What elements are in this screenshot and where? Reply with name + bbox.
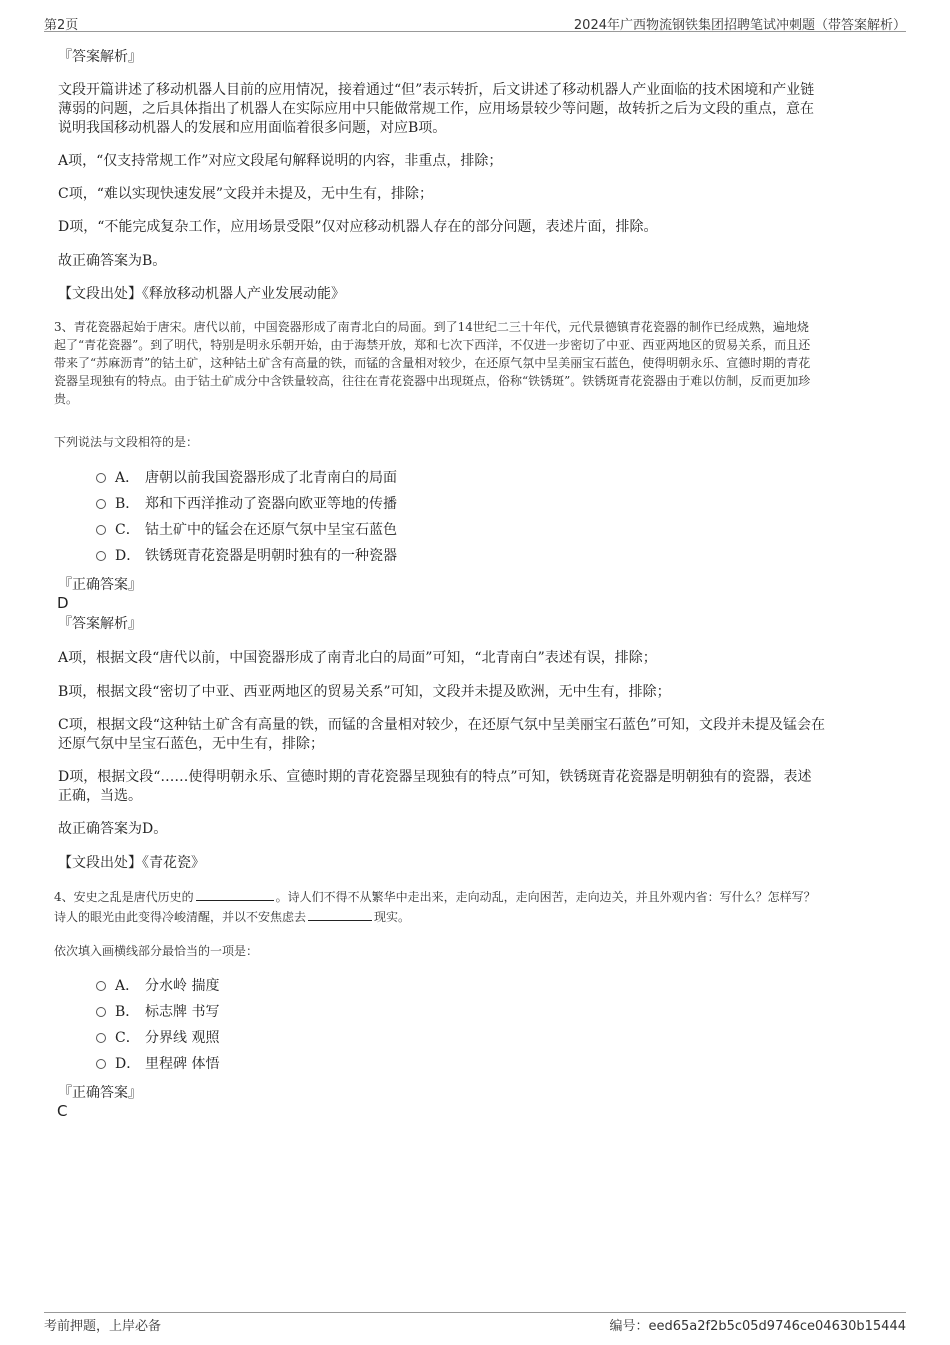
q3-option-d-analysis-line-2: 正确，当选。 [58,788,142,804]
q4-passage-line-2 [54,908,410,926]
radio-icon[interactable] [96,1033,106,1043]
q4-correct-label: 『正确答案』 [58,1085,142,1101]
document-code [609,1315,906,1334]
radio-icon[interactable] [96,499,106,509]
q4-option-d[interactable] [96,1055,219,1073]
q4-text-2a: 诗人的眼光由此变得冷峻清醒，并以不安焦虑去 [54,910,307,924]
option-key: C． [115,1030,140,1046]
document-code-label: 编号： [609,1319,649,1334]
option-text: 郑和下西洋推动了瓷器向欧亚等地的传播 [145,496,397,512]
radio-icon[interactable] [96,473,106,483]
q3-option-a-analysis: A项，根据文段“唐代以前，中国瓷器形成了南青北白的局面”可知，“北青南白”表述有误，排除； [58,650,657,666]
q4-text-1b: 。诗人们不得不从繁华中走出来，走向动乱，走向困苦，走向边关，并且外观内省：写什么？怎样写？ [275,890,816,904]
option-text: 里程碑 体悟 [145,1056,220,1072]
option-key: A． [115,470,140,486]
q2-option-c-analysis: C项，“难以实现快速发展”文段并未提及，无中生有，排除； [58,186,434,202]
q3-source: 【文段出处】《青花瓷》 [58,855,205,871]
document-title: 2024年广西物流钢铁集团招聘笔试冲刺题（带答案解析） [573,18,906,33]
q4-text-1a: 4、安史之乱是唐代历史的 [54,890,194,904]
option-key: B． [115,496,140,512]
q3-correct-label: 『正确答案』 [58,577,142,593]
q3-conclusion: 故正确答案为D。 [58,821,168,837]
footer-slogan: 考前押题，上岸必备 [44,1319,162,1334]
q2-conclusion: 故正确答案为B。 [58,253,167,269]
header-divider [44,31,906,32]
q3-option-d[interactable] [96,547,397,565]
q4-option-c[interactable] [96,1029,219,1047]
q4-correct-answer: C [57,1102,68,1120]
q2-analysis-label: 『答案解析』 [58,49,142,65]
q3-prompt: 下列说法与文段相符的是： [54,435,199,449]
option-text: 标志牌 书写 [145,1004,220,1020]
option-key: C． [115,522,140,538]
q3-passage-line-5: 贵。 [54,392,79,406]
q4-text-2b: 现实。 [374,910,411,924]
q3-passage-line-2: 起了“青花瓷器”。到了明代，特别是明永乐朝开始，由于海禁开放，郑和七次下西洋，不仅进一步密切了中亚、西亚两地区的贸易关系，而且还 [54,338,811,352]
radio-icon[interactable] [96,1007,106,1017]
q2-analysis-line-2: 薄弱的问题，之后具体指出了机器人在实际应用中只能做常规工作，应用场景较少等问题，故转折之后为文段的重点，意在 [58,101,814,117]
q3-option-c-analysis-line-1: C项，根据文段“这种钴土矿含有高量的铁，而锰的含量相对较少，在还原气氛中呈美丽宝石蓝色”可知，文段并未提及锰会在 [58,717,826,733]
q3-passage-line-4: 瓷器呈现独有的特点。由于钴土矿成分中含铁量较高，往往在青花瓷器中出现斑点，俗称“铁锈斑”。铁锈斑青花瓷器由于难以仿制，反而更加珍 [54,374,811,388]
q2-source: 【文段出处】《释放移动机器人产业发展动能》 [58,286,345,302]
document-code-value: eed65a2f2b5c05d9746ce04630b15444 [648,1319,906,1334]
radio-icon[interactable] [96,1059,106,1069]
option-text: 钴土矿中的锰会在还原气氛中呈宝石蓝色 [145,522,397,538]
q2-analysis-line-3: 说明我国移动机器人的发展和应用面临着很多问题，对应B项。 [58,120,447,136]
q2-analysis-line-1: 文段开篇讲述了移动机器人目前的应用情况，接着通过“但”表示转折，后文讲述了移动机器人产业面临的技术困境和产业链 [58,82,815,98]
q3-analysis-label: 『答案解析』 [58,616,142,632]
page-number: 第2页 [44,18,79,33]
q3-option-c-analysis-line-2: 还原气氛中呈宝石蓝色，无中生有，排除； [58,736,324,752]
q4-option-b[interactable] [96,1003,219,1021]
q4-option-a[interactable] [96,977,219,995]
q3-option-d-analysis-line-1: D项，根据文段“……使得明朝永乐、宣德时期的青花瓷器呈现独有的特点”可知，铁锈斑青花瓷器是明朝独有的瓷器，表述 [58,769,812,785]
q4-passage-line-1 [54,888,816,906]
option-text: 分水岭 揣度 [145,978,220,994]
q3-option-c[interactable] [96,521,397,539]
option-text: 铁锈斑青花瓷器是明朝时独有的一种瓷器 [145,548,397,564]
option-key: D． [115,1056,141,1072]
q3-passage-line-3: 带来了“苏麻沥青”的钴土矿，这种钴土矿含有高量的铁，而锰的含量相对较少，在还原气氛中呈美丽宝石蓝色，使得明朝永乐、宣德时期的青花 [54,356,811,370]
footer-divider [44,1312,906,1313]
q2-option-a-analysis: A项，“仅支持常规工作”对应文段尾句解释说明的内容，非重点，排除； [58,153,503,169]
q2-option-d-analysis: D项，“不能完成复杂工作，应用场景受限”仅对应移动机器人存在的部分问题，表述片面，排除。 [58,219,658,235]
option-key: D． [115,548,141,564]
q4-blank-2 [308,908,372,921]
q4-blank-1 [196,888,274,901]
q3-option-b-analysis: B项，根据文段“密切了中亚、西亚两地区的贸易关系”可知，文段并未提及欧洲，无中生有，排除； [58,684,671,700]
q3-option-a[interactable] [96,469,397,487]
option-text: 唐朝以前我国瓷器形成了北青南白的局面 [145,470,397,486]
q3-option-b[interactable] [96,495,397,513]
option-key: A． [115,978,140,994]
radio-icon[interactable] [96,981,106,991]
option-key: B． [115,1004,140,1020]
q3-passage-line-1: 3、青花瓷器起始于唐宋。唐代以前，中国瓷器形成了南青北白的局面。到了14世纪二三十年代，元代景德镇青花瓷器的制作已经成熟，遍地烧 [54,320,809,334]
option-text: 分界线 观照 [145,1030,220,1046]
radio-icon[interactable] [96,551,106,561]
q4-prompt: 依次填入画横线部分最恰当的一项是： [54,944,259,958]
q3-correct-answer: D [57,594,69,612]
radio-icon[interactable] [96,525,106,535]
